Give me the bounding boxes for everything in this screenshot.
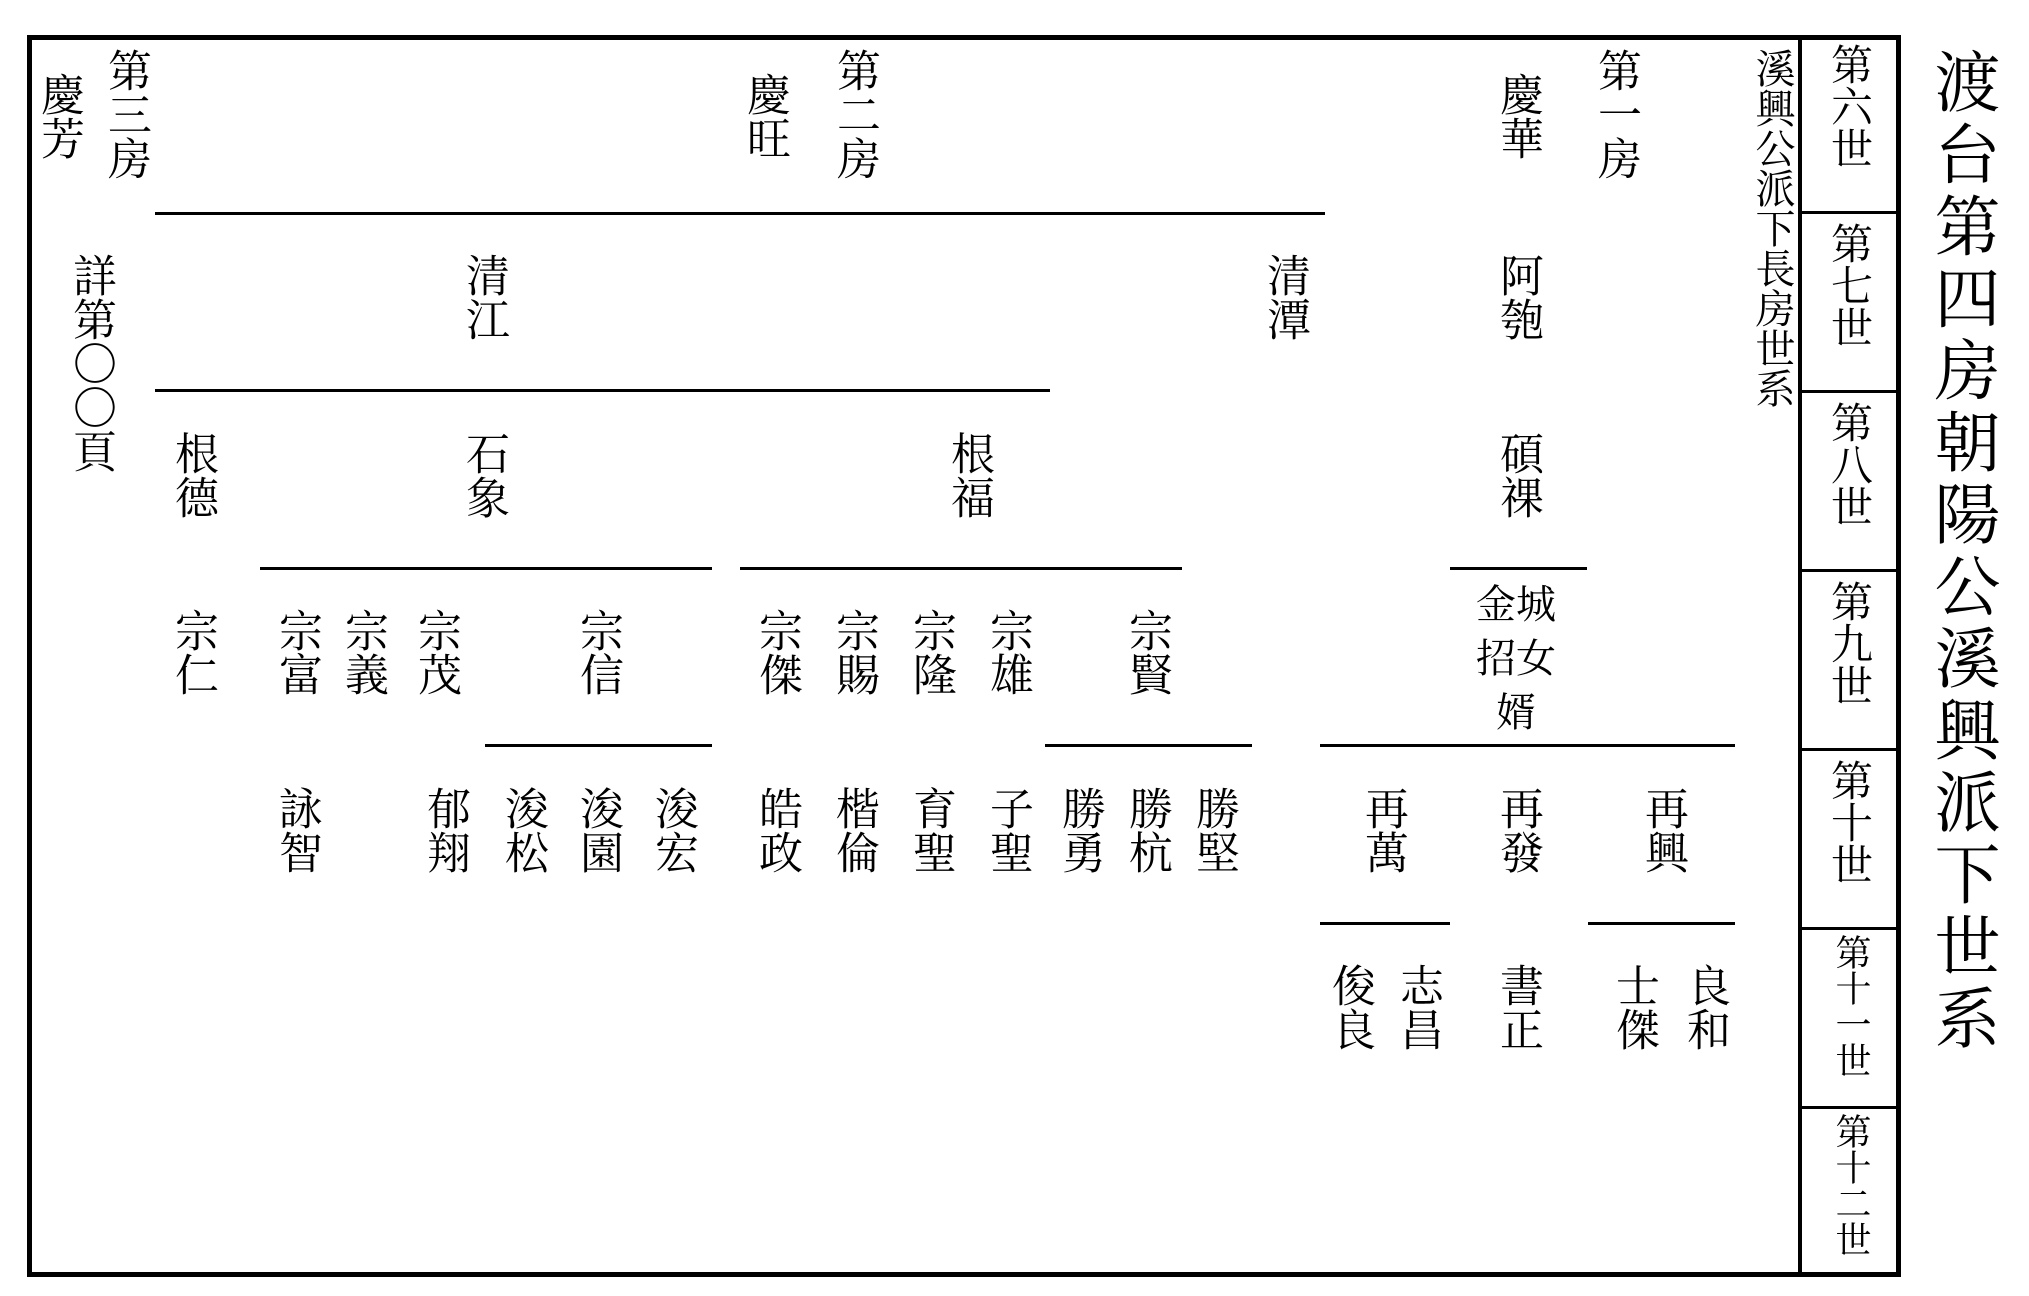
cross-reference-note: 詳第〇〇頁	[65, 253, 116, 473]
person-name: 勝勇	[1054, 786, 1105, 874]
person-name: 郁翔	[419, 786, 470, 874]
page-title: 渡台第四房朝陽公溪興派下世系	[1923, 48, 2000, 1056]
person-name: 良和	[1679, 963, 1730, 1051]
person-name: 皓政	[751, 786, 802, 874]
generation-label: 第十一世	[1830, 934, 1871, 1078]
person-name: 浚松	[497, 786, 548, 874]
person-name: 清江	[458, 253, 509, 341]
person-name: 書正	[1492, 963, 1543, 1051]
generation-label: 第九世	[1825, 580, 1874, 706]
person-name: 浚園	[572, 786, 623, 874]
person-name: 楷倫	[828, 786, 879, 874]
generation-cell	[1802, 572, 1901, 751]
person-name: 宗雄	[982, 608, 1033, 696]
generation-cell	[1802, 751, 1901, 930]
branch-label: 第三房	[100, 48, 151, 180]
branch-label: 第二房	[829, 48, 880, 180]
connector-line	[485, 744, 712, 747]
person-name: 宗信	[572, 608, 623, 696]
person-name: 士傑	[1608, 963, 1659, 1051]
generation-cell	[1802, 35, 1901, 214]
person-name: 志昌	[1392, 963, 1443, 1051]
generation-cell	[1802, 214, 1901, 393]
generation-label: 第七世	[1825, 222, 1874, 348]
branch-name: 慶華	[1492, 72, 1543, 160]
generation-cell	[1802, 930, 1901, 1109]
person-name: 宗賜	[828, 608, 879, 696]
generation-label: 第十世	[1825, 759, 1874, 885]
person-name: 宗富	[271, 608, 322, 696]
person-name: 勝杭	[1121, 786, 1172, 874]
person-name: 根福	[943, 431, 994, 519]
generation-cell	[1802, 1109, 1901, 1272]
person-name: 子聖	[982, 786, 1033, 874]
branch-name: 慶芳	[33, 72, 84, 160]
generation-cell	[1802, 393, 1901, 572]
person-name: 再發	[1492, 786, 1543, 874]
person-name: 宗茂	[410, 608, 461, 696]
connector-line	[1588, 922, 1735, 925]
connector-line	[155, 389, 1050, 392]
connector-line	[1450, 567, 1587, 570]
person-name: 宗隆	[905, 608, 956, 696]
person-name: 勝堅	[1188, 786, 1239, 874]
connector-line	[1045, 744, 1252, 747]
person-name: 宗賢	[1121, 608, 1172, 696]
subtitle: 溪興公派下長房世系	[1749, 48, 1795, 408]
person-name: 阿匏	[1492, 253, 1543, 341]
person-name: 石象	[458, 431, 509, 519]
branch-name: 慶旺	[739, 72, 790, 160]
person-name: 育聖	[905, 786, 956, 874]
branch-label: 第一房	[1590, 48, 1641, 180]
person-name: 金城招女婿	[1476, 582, 1556, 736]
generation-label: 第十二世	[1830, 1113, 1871, 1257]
person-name: 宗義	[337, 608, 388, 696]
generation-column	[1798, 35, 1901, 1277]
person-name: 清潭	[1259, 253, 1310, 341]
person-name: 再興	[1637, 786, 1688, 874]
connector-line	[1320, 744, 1735, 747]
person-name: 宗傑	[751, 608, 802, 696]
generation-label: 第六世	[1825, 43, 1874, 169]
person-name: 浚宏	[647, 786, 698, 874]
person-name: 俊良	[1324, 963, 1375, 1051]
person-name: 根德	[167, 431, 218, 519]
connector-line	[155, 212, 1325, 215]
person-name: 宗仁	[167, 608, 218, 696]
connector-line	[1320, 922, 1450, 925]
connector-line	[260, 567, 712, 570]
person-name: 碩祼	[1492, 431, 1543, 519]
person-name: 詠智	[271, 786, 322, 874]
connector-line	[740, 567, 1182, 570]
generation-label: 第八世	[1825, 401, 1874, 527]
person-name: 再萬	[1357, 786, 1408, 874]
